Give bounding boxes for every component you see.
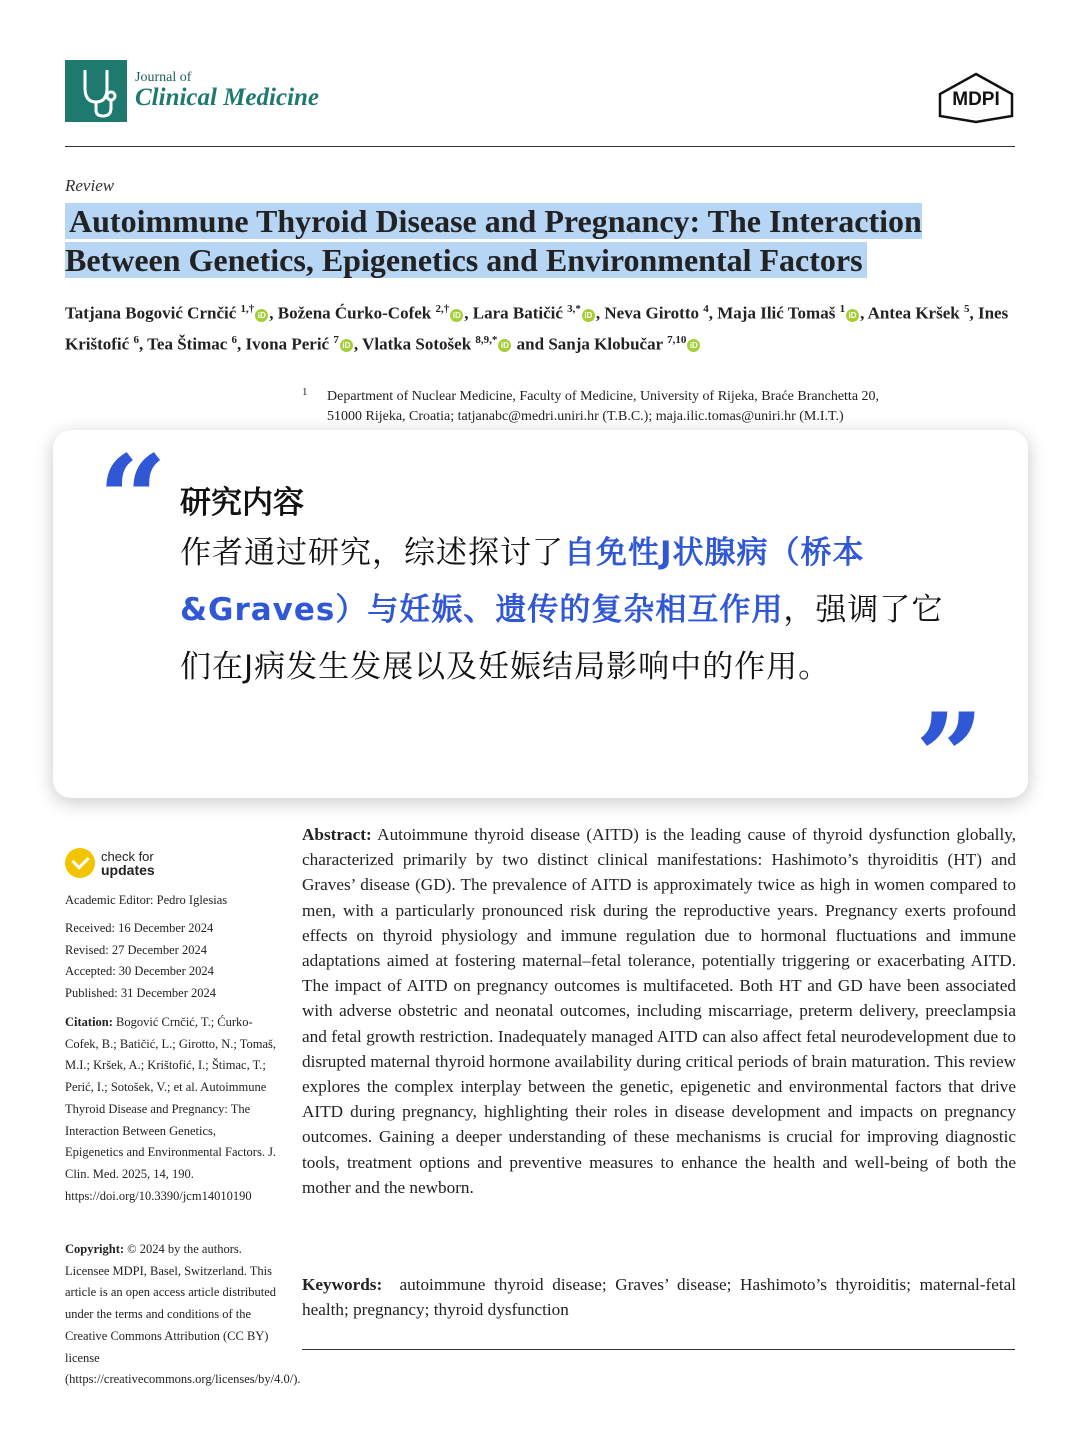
author-affiliation-mark: 6 bbox=[231, 333, 238, 346]
citation-block bbox=[65, 1012, 277, 1207]
author-name: Ivona Perić bbox=[245, 334, 330, 354]
received-date: Received: 16 December 2024 bbox=[65, 921, 214, 935]
check-for-updates-line2[interactable]: updates bbox=[101, 862, 155, 878]
author-affiliation-mark: 2,† bbox=[435, 303, 450, 315]
author-name: Tea Štimac bbox=[147, 334, 228, 354]
publisher-name: MDPI bbox=[952, 89, 1000, 110]
citation-text: Bogović Crnčić, T.; Ćurko-Cofek, B.; Batičić, L.; Girotto, N.; Tomaš, M.I.; Kršek, A.; Krištofić, I.; Štimac, T.; Perić, I.; Sotošek, V.; et al. Autoimmune Thyroid Disease and Pregnancy: The Interaction Between Genetics, Epigenetics and Environmental Factors. J. Clin. Med. 2025, 14, 190. https://doi.org/10.3390/jcm14010190 bbox=[65, 1015, 277, 1203]
copyright-block bbox=[65, 1239, 301, 1391]
author-name: Antea Kršek bbox=[867, 303, 960, 323]
callout-heading: 研究内容 bbox=[180, 485, 304, 521]
check-for-updates-line1[interactable]: check for bbox=[101, 849, 154, 864]
article-type: Review bbox=[65, 176, 115, 195]
author-name: Tatjana Bogović Crnčić bbox=[65, 303, 237, 323]
revised-date: Revised: 27 December 2024 bbox=[65, 942, 207, 957]
author-name: Ines Krištofić bbox=[65, 303, 1009, 354]
author-name: Lara Batičić bbox=[472, 303, 563, 323]
author-affiliation-mark: 6 bbox=[133, 333, 139, 346]
author-affiliation-mark: 1 bbox=[839, 303, 846, 315]
publication-dates bbox=[65, 918, 277, 1005]
footer-divider bbox=[302, 1349, 1015, 1350]
author-affiliation-mark: 5 bbox=[963, 303, 970, 315]
abstract-text: Autoimmune thyroid disease (AITD) is the leading cause of thyroid dysfunction globally, characterized primarily by two distinct clinical manifestations: Hashimoto’s thyroiditis (HT) and Graves’ disease (GD). The prevalence of AITD is approximately twice as high in women compared to men, with a particularly pronounced risk during the reproductive years. Pregnancy exerts profound effects on thyroid physiology and immune regulation due to hormonal fluctuations and immune adaptations aimed at fostering maternal–fetal tolerance, potentially triggering or exacerbating AITD. The impact of AITD on pregnancy outcomes is multifaceted. Both HT and GD have been associated with adverse obstetric and neonatal outcomes, including miscarriage, preterm delivery, preeclampsia and fetal growth restriction. Inadequately managed AITD can also affect fetal neurodevelopment due to disrupted maternal thyroid hormone availability during critical periods of brain maturation. This review explores the complex interplay between the genetic, epigenetic and environmental factors that drive AITD during pregnancy, highlighting their roles in disease development and impacts on pregnancy outcomes. Gaining a deeper understanding of these mechanisms is crucial for improving diagnostic tools, treatment options and preventive measures to enhance the health and well-being of both the mother and the newborn. bbox=[302, 825, 1016, 1197]
check-for-updates-icon[interactable] bbox=[65, 848, 95, 878]
callout-highlight: 自免性J状腺病（桥本&Graves）与妊娠、遗传的复杂相互作用 bbox=[180, 535, 865, 628]
citation-label: Citation: bbox=[65, 1015, 113, 1029]
author-affiliation-mark: 3,* bbox=[567, 303, 581, 315]
accepted-date: Accepted: 30 December 2024 bbox=[65, 964, 214, 979]
orcid-icon[interactable]: iD bbox=[687, 339, 700, 352]
academic-editor: Academic Editor: Pedro Iglesias bbox=[65, 893, 228, 907]
author-name: Neva Girotto bbox=[604, 303, 699, 323]
article-title-text: Autoimmune Thyroid Disease and Pregnancy: The Interaction Between Genetics, Epigenetics and Environmental Factors bbox=[65, 203, 922, 278]
open-quote-icon: “ bbox=[98, 429, 168, 570]
author-affiliation-mark: 7,10 bbox=[667, 333, 687, 346]
abstract-label: Abstract: bbox=[302, 825, 372, 844]
callout-text-after: ，强调了它们在J病发生发展以及妊娠结局影响中的作用。 bbox=[180, 592, 944, 685]
affiliation-number: 1 bbox=[302, 386, 308, 398]
article-title bbox=[65, 202, 1005, 280]
keywords-label: Keywords: bbox=[302, 1275, 383, 1294]
keywords bbox=[302, 1272, 1016, 1322]
affiliation-line-1: Department of Nuclear Medicine, Faculty of Medicine, University of Rijeka, Braće Branchetta 20, bbox=[327, 389, 880, 404]
callout-body bbox=[180, 525, 960, 696]
author-affiliation-mark: 4 bbox=[703, 303, 709, 315]
author-name: Maja Ilić Tomaš bbox=[717, 303, 836, 323]
orcid-icon[interactable]: iD bbox=[450, 309, 463, 322]
journal-name: Clinical Medicine bbox=[135, 84, 320, 111]
orcid-icon[interactable]: iD bbox=[340, 339, 353, 352]
copyright-text: © 2024 by the authors. Licensee MDPI, Basel, Switzerland. This article is an open access article distributed under the terms and conditions of the Creative Commons Attribution (CC BY) license (https://creativecommons.org/licenses/by/4.0/). bbox=[65, 1242, 301, 1387]
author-name: Sanja Klobučar bbox=[548, 334, 663, 354]
orcid-icon[interactable]: iD bbox=[846, 309, 859, 322]
author-affiliation-mark: 1,† bbox=[240, 303, 255, 315]
mdpi-logo bbox=[936, 72, 1016, 124]
author-and: and bbox=[512, 334, 549, 354]
copyright-label: Copyright: bbox=[65, 1242, 125, 1256]
author-name: Božena Ćurko-Cofek bbox=[277, 303, 432, 323]
journal-logo bbox=[65, 60, 127, 122]
abstract bbox=[302, 822, 1016, 1200]
orcid-icon[interactable]: iD bbox=[255, 309, 268, 322]
published-date: Published: 31 December 2024 bbox=[65, 986, 217, 1001]
callout-text-before: 作者通过研究，综述探讨了 bbox=[180, 535, 564, 571]
author-affiliation-mark: 8,9,* bbox=[475, 333, 498, 346]
stethoscope-icon bbox=[65, 60, 127, 122]
orcid-icon[interactable]: iD bbox=[498, 339, 511, 352]
author-list: Tatjana Bogović Crnčić $^{1,\dagger}$iD , Božena Ćurko-Cofek $^{2,\dagger}$iD , Lara Batičić $^{3,*}$iD , Neva Girotto $^4$, Maja Ilić Tomaš $^1$iD , Antea Kršek $^5$, Ines Krištofić $^6$, Tea Štimac $^6$, Ivona Perić $^7$iD , Vlatka Sotošek $^{8,9,*}$iD and Sanja Klobučar $^{7,10}$iD bbox=[65, 303, 1009, 354]
affiliation-text bbox=[327, 387, 967, 427]
header-divider bbox=[65, 146, 1015, 147]
author-name: Vlatka Sotošek bbox=[362, 334, 472, 354]
keywords-text: autoimmune thyroid disease; Graves’ disease; Hashimoto’s thyroiditis; maternal-fetal health; pregnancy; thyroid dysfunction bbox=[302, 1275, 1017, 1320]
journal-prefix: Journal of bbox=[135, 70, 192, 85]
author-affiliation-mark: 7 bbox=[333, 333, 339, 346]
affiliation-line-2: 51000 Rijeka, Croatia; tatjanabc@medri.uniri.hr (T.B.C.); maja.ilic.tomas@uniri.hr (M.I.T.) bbox=[327, 409, 844, 424]
close-quote-icon: ” bbox=[915, 687, 985, 828]
orcid-icon[interactable]: iD bbox=[582, 309, 595, 322]
